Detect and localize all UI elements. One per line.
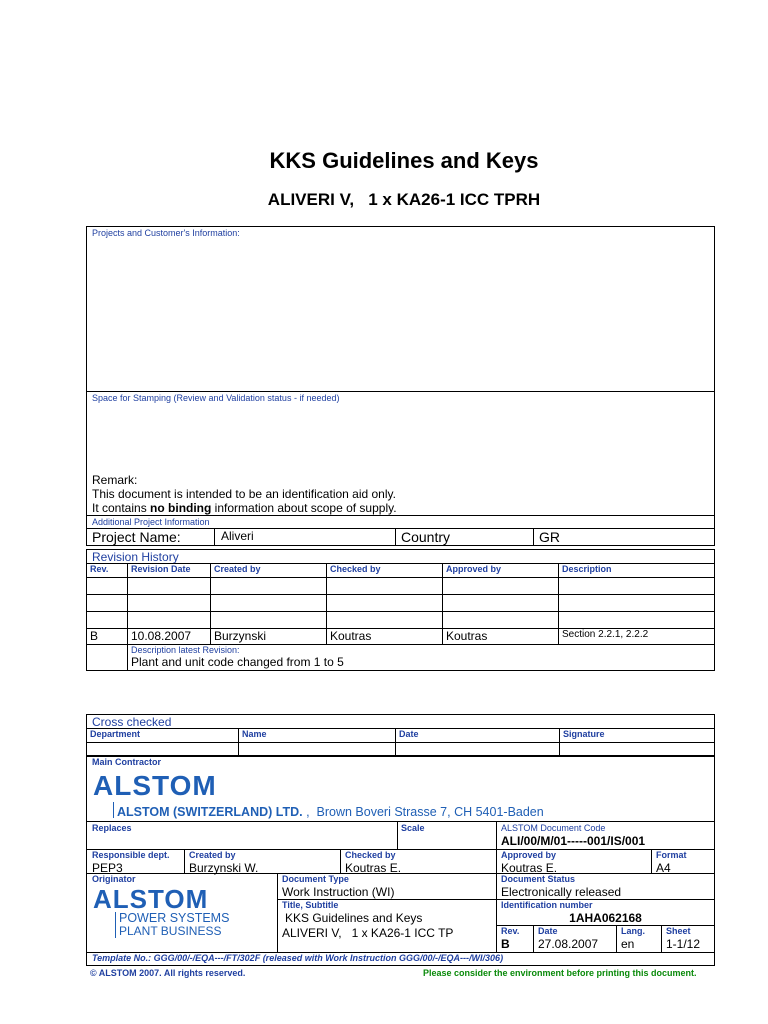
contractor-address: , Brown Boveri Strasse 7, CH 5401-Baden: [302, 805, 544, 819]
sheet-value: 1-1/12: [666, 937, 701, 951]
latest-revision-label: Description latest Revision:: [131, 645, 240, 655]
originator-alstom-logo: ALSTOM: [93, 884, 209, 914]
sheet-label: Sheet: [666, 926, 691, 936]
row-divider: [277, 899, 714, 900]
cross-header-name: Name: [239, 729, 396, 743]
revision-date: 10.08.2007: [128, 629, 211, 645]
document-title: KKS Guidelines and Keys: [269, 148, 539, 173]
approved-by-value: Koutras E.: [501, 861, 558, 875]
latest-revision-cell: [128, 645, 715, 671]
remark-line-1: This document is intended to be an identification aid only.: [92, 487, 396, 501]
revision-approved: Koutras: [443, 629, 559, 645]
id-number-value: 1AHA062168: [569, 911, 642, 925]
template-number: Template No.: GGG/00/-/EQA---/FT/302F (released with Work Instruction GGG/00/-/EQA---/WI/306): [92, 953, 504, 963]
title-line-1: KKS Guidelines and Keys: [285, 911, 423, 925]
document-subtitle: ALIVERI V, 1 x KA26-1 ICC TPRH: [267, 190, 541, 209]
doc-status-value: Electronically released: [501, 885, 622, 899]
format-label: Format: [656, 850, 687, 860]
title-line-2: ALIVERI V, 1 x KA26-1 ICC TP: [282, 926, 454, 940]
responsible-label: Responsible dept.: [92, 850, 170, 860]
cell-divider: [661, 925, 662, 953]
stamping-box: [86, 391, 715, 516]
originator-plant-business: PLANT BUSINESS: [119, 924, 222, 938]
revision-created: Burzynski: [211, 629, 327, 645]
date-value: 27.08.2007: [538, 937, 599, 951]
alstom-logo: ALSTOM: [93, 770, 217, 801]
cell-divider: [651, 849, 652, 873]
contractor-company: ALSTOM (SWITZERLAND) LTD.: [117, 805, 303, 819]
cross-header-date: Date: [396, 729, 560, 743]
contractor-address-line: [117, 805, 544, 819]
table-row: [87, 578, 715, 595]
cell-divider: [496, 822, 497, 849]
doc-code-label: ALSTOM Document Code: [501, 823, 606, 833]
doc-code-value: ALI/00/M/01-----001/IS/001: [501, 834, 646, 848]
lang-value: en: [621, 937, 635, 951]
approved-by-label: Approved by: [501, 850, 557, 860]
doc-type-value: Work Instruction (WI): [282, 885, 395, 899]
revision-history-table: [86, 563, 715, 671]
originator-rule: [115, 912, 116, 938]
copyright: © ALSTOM 2007. All rights reserved.: [90, 968, 246, 978]
created-by-value: Burzynski W.: [189, 861, 259, 875]
lang-label: Lang.: [621, 926, 645, 936]
contractor-rule: [113, 802, 114, 818]
originator-power-systems: POWER SYSTEMS: [119, 911, 230, 925]
cell-divider: [533, 925, 534, 953]
cell-divider: [340, 849, 341, 873]
cross-header-signature: Signature: [560, 729, 715, 743]
stamping-label: Space for Stamping (Review and Validation status - if needed): [92, 393, 340, 403]
date-label: Date: [538, 926, 558, 936]
revision-header-created: Created by: [211, 564, 327, 578]
revision-checked: Koutras: [327, 629, 443, 645]
cell-divider: [277, 873, 278, 953]
country-value: GR: [539, 529, 560, 545]
revision-header-description: Description: [559, 564, 715, 578]
rev-label: Rev.: [501, 926, 520, 936]
cell-divider: [533, 528, 534, 546]
additional-info-box: [86, 515, 715, 546]
revision-history-title-row: [86, 549, 715, 564]
row-divider: [87, 873, 714, 874]
format-value: A4: [656, 861, 671, 875]
checked-by-value: Koutras E.: [345, 861, 402, 875]
project-name-value: Aliveri: [221, 529, 254, 543]
revision-rev: B: [87, 629, 128, 645]
rev-value: B: [501, 937, 510, 951]
table-row: [87, 612, 715, 629]
revision-header-checked: Checked by: [327, 564, 443, 578]
cell-divider: [214, 528, 215, 546]
originator-label: Originator: [92, 874, 136, 884]
cross-checked-title: Cross checked: [92, 715, 172, 729]
doc-status-label: Document Status: [501, 874, 576, 884]
remark-label: Remark:: [92, 473, 138, 487]
main-contractor-box: [86, 755, 715, 822]
checked-by-label: Checked by: [345, 850, 396, 860]
created-by-label: Created by: [189, 850, 236, 860]
revision-header-date: Revision Date: [128, 564, 211, 578]
title-subtitle-label: Title, Subtitle: [282, 900, 339, 910]
revision-header-approved: Approved by: [443, 564, 559, 578]
doc-type-label: Document Type: [282, 874, 349, 884]
environment-note: Please consider the environment before printing this document.: [423, 968, 697, 978]
cross-header-department: Department: [87, 729, 239, 743]
revision-header-rev: Rev.: [87, 564, 128, 578]
remark-line-2: It contains no binding information about scope of supply.: [92, 501, 397, 515]
customer-info-box: [86, 226, 715, 392]
table-row: [87, 595, 715, 612]
cell-divider: [496, 849, 497, 873]
project-name-label: Project Name:: [92, 529, 181, 545]
replaces-label: Replaces: [92, 823, 132, 833]
table-row: [87, 629, 715, 645]
revision-description: Section 2.2.1, 2.2.2: [559, 629, 715, 645]
cell-divider: [395, 528, 396, 546]
country-label: Country: [401, 529, 451, 545]
id-number-label: Identification number: [501, 900, 593, 910]
cell-divider: [616, 925, 617, 953]
row-divider: [87, 849, 714, 850]
cell-divider: [397, 822, 398, 849]
cell-divider: [184, 849, 185, 873]
latest-revision-text: Plant and unit code changed from 1 to 5: [131, 655, 344, 669]
scale-label: Scale: [401, 823, 425, 833]
main-contractor-label: Main Contractor: [92, 757, 162, 767]
cross-checked-table: [86, 728, 715, 757]
info-grid: [86, 821, 715, 953]
revision-history-title: Revision History: [92, 550, 179, 564]
cross-checked-title-row: [86, 714, 715, 729]
template-footer-box: [86, 952, 715, 966]
additional-info-label: Additional Project Information: [92, 517, 210, 527]
customer-info-label: Projects and Customer's Information:: [92, 228, 240, 238]
responsible-value: PEP3: [92, 861, 123, 875]
